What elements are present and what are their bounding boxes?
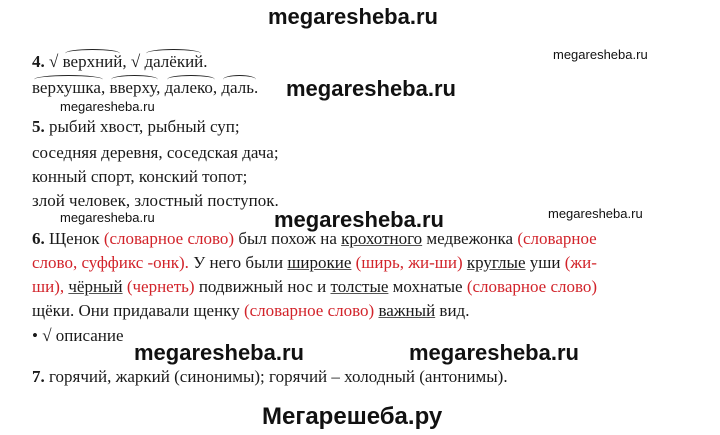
word-with-root-arc: даль. xyxy=(221,78,259,97)
task-5-line-3: конный спорт, конский топот; xyxy=(32,167,248,186)
watermark: megaresheba.ru xyxy=(274,207,444,232)
annotation: (ширь, жи-ши) xyxy=(355,253,463,272)
watermark: megaresheba.ru xyxy=(286,76,456,101)
task-number: 7. xyxy=(32,367,45,386)
task-5-line-4: злой человек, злостный поступок. xyxy=(32,191,279,210)
underlined-word: круглые xyxy=(466,253,526,272)
watermark: megaresheba.ru xyxy=(60,99,155,114)
separator: . xyxy=(203,52,208,71)
task-6-line-1 xyxy=(32,229,597,249)
task-5-line-1 xyxy=(32,117,240,137)
task-4-line-1 xyxy=(32,52,208,72)
watermark: megaresheba.ru xyxy=(548,206,643,221)
site-title: megaresheba.ru xyxy=(268,4,438,29)
text: мохнатые xyxy=(392,277,463,296)
text: медвежонка xyxy=(426,229,514,248)
watermark: megaresheba.ru xyxy=(553,47,648,62)
word-with-root-arc: верхушка, xyxy=(32,78,106,97)
task-6-line-2 xyxy=(32,253,597,273)
check-mark: √ xyxy=(49,52,59,71)
separator: , xyxy=(122,52,127,71)
task-7-line-1 xyxy=(32,367,508,387)
text: уши xyxy=(529,253,561,272)
text: Щенок xyxy=(49,229,100,248)
text: У него были xyxy=(193,253,284,272)
word-with-root-arc: далеко, xyxy=(164,78,218,97)
text-line: горячий, жаркий (синонимы); горячий – холодный (антонимы). xyxy=(49,367,508,386)
task-6-line-4 xyxy=(32,301,469,321)
annotation: слово, суффикс -онк). xyxy=(32,253,189,272)
task-4-line-2 xyxy=(32,78,258,98)
word-with-root-arc: верхний xyxy=(62,52,123,71)
annotation: (словарное слово) xyxy=(103,229,235,248)
underlined-word: важный xyxy=(378,301,436,320)
annotation: (жи- xyxy=(564,253,597,272)
annotation: (словарное xyxy=(517,229,597,248)
annotation: (словарное слово) xyxy=(243,301,375,320)
text: щенку xyxy=(193,301,240,320)
annotation: ши), xyxy=(32,277,65,296)
word-with-root-arc: вверху, xyxy=(109,78,161,97)
watermark: megaresheba.ru xyxy=(60,210,155,225)
underlined-word: широкие xyxy=(287,253,352,272)
task-6-line-3 xyxy=(32,277,597,297)
text: вид. xyxy=(439,301,470,320)
text: был похож на xyxy=(238,229,337,248)
word-with-root-arc: далёкий xyxy=(144,52,204,71)
annotation: (чернеть) xyxy=(126,277,195,296)
task-number: 4. xyxy=(32,52,45,71)
check-mark: √ xyxy=(130,52,141,71)
underlined-word: толстые xyxy=(330,277,389,296)
underlined-word: чёрный xyxy=(68,277,123,296)
watermark: megaresheba.ru xyxy=(134,340,304,365)
watermark: megaresheba.ru xyxy=(409,340,579,365)
underlined-word: крохотного xyxy=(341,229,423,248)
annotation: (словарное слово) xyxy=(466,277,598,296)
task-6-line-5: • √ описание xyxy=(32,326,124,345)
text-line: рыбий хвост, рыбный суп; xyxy=(49,117,240,136)
text: щёки. Они придавали xyxy=(32,301,190,320)
footer-brand: Мегарешеба.ру xyxy=(262,403,443,430)
text: подвижный нос и xyxy=(198,277,327,296)
task-number: 6. xyxy=(32,229,45,248)
task-number: 5. xyxy=(32,117,45,136)
task-5-line-2: соседняя деревня, соседская дача; xyxy=(32,143,279,162)
